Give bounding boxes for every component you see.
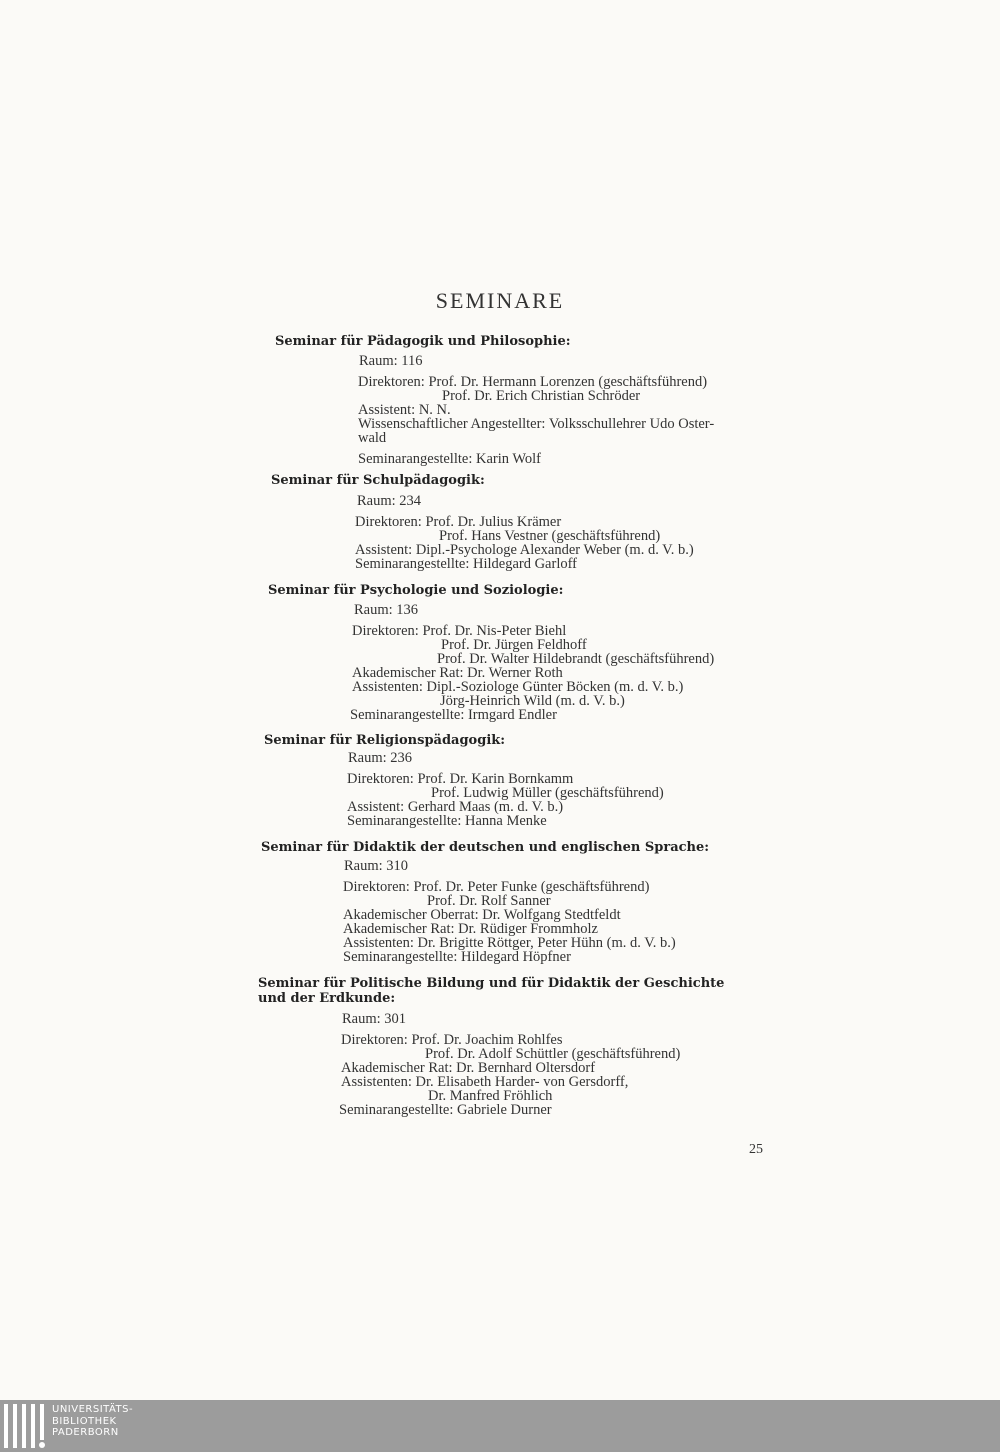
staff-continuation: wald bbox=[358, 430, 387, 446]
seminar-heading: Seminar für Religionspädagogik: bbox=[264, 733, 506, 748]
logo-line: UNIVERSITÄTS- bbox=[52, 1404, 134, 1415]
secretary-line: Seminarangestellte: Hildegard Garloff bbox=[355, 556, 577, 572]
room-line: Raum: 310 bbox=[344, 858, 409, 874]
secretary-line: Seminarangestellte: Hanna Menke bbox=[347, 813, 547, 829]
seminar-heading: Seminar für Didaktik der deutschen und englischen Sprache: bbox=[261, 840, 710, 855]
council-line: Akademischer Rat: Dr. Bernhard Oltersdorf bbox=[341, 1060, 596, 1076]
room-line: Raum: 116 bbox=[359, 353, 423, 369]
assistants-continuation: Dr. Manfred Fröhlich bbox=[428, 1088, 553, 1104]
assistant-line: Assistent: Dipl.-Psychologe Alexander Weber (m. d. V. b.) bbox=[355, 542, 694, 558]
assistants-line: Assistenten: Dr. Brigitte Röttger, Peter Hühn (m. d. V. b.) bbox=[343, 935, 676, 951]
seminar-heading: Seminar für Politische Bildung und für Didaktik der Geschichte und der Erdkunde: bbox=[258, 976, 725, 1006]
directors-continuation: Prof. Dr. Walter Hildebrandt (geschäftsführend) bbox=[437, 651, 715, 667]
secretary-line: Seminarangestellte: Karin Wolf bbox=[358, 451, 541, 467]
directors-line: Direktoren: Prof. Dr. Nis-Peter Biehl bbox=[352, 623, 567, 639]
room-line: Raum: 136 bbox=[354, 602, 419, 618]
secretary-line: Seminarangestellte: Gabriele Durner bbox=[339, 1102, 552, 1118]
secretary-line: Seminarangestellte: Irmgard Endler bbox=[350, 707, 557, 723]
directors-line: Direktoren: Prof. Dr. Karin Bornkamm bbox=[347, 771, 574, 787]
directors-line: Direktoren: Prof. Dr. Julius Krämer bbox=[355, 514, 562, 530]
council-line: Akademischer Rat: Dr. Werner Roth bbox=[352, 665, 563, 681]
seminar-entry bbox=[0, 583, 1000, 722]
library-logo-text bbox=[52, 1404, 133, 1439]
seminar-entry bbox=[0, 334, 1000, 466]
room-line: Raum: 236 bbox=[348, 750, 413, 766]
assistants-continuation: Jörg-Heinrich Wild (m. d. V. b.) bbox=[440, 693, 625, 709]
directors-continuation: Prof. Hans Vestner (geschäftsführend) bbox=[439, 528, 661, 544]
directors-continuation: Prof. Ludwig Müller (geschäftsführend) bbox=[431, 785, 664, 801]
room-line: Raum: 301 bbox=[342, 1011, 407, 1027]
assistants-line: Assistenten: Dr. Elisabeth Harder- von Gersdorff, bbox=[341, 1074, 629, 1090]
seminar-entry bbox=[0, 473, 1000, 571]
seminar-heading: Seminar für Schulpädagogik: bbox=[271, 473, 485, 488]
staff-line: Wissenschaftlicher Angestellter: Volksschullehrer Udo Oster- bbox=[358, 416, 715, 432]
room-line: Raum: 234 bbox=[357, 493, 422, 509]
directors-continuation: Prof. Dr. Rolf Sanner bbox=[427, 893, 551, 909]
logo-line: BIBLIOTHEK bbox=[52, 1415, 117, 1427]
seminar-entry bbox=[0, 840, 1000, 964]
seminar-entry bbox=[0, 733, 1000, 828]
council-line: Akademischer Rat: Dr. Rüdiger Frommholz bbox=[343, 921, 598, 937]
directors-line: Direktoren: Prof. Dr. Peter Funke (geschäftsführend) bbox=[343, 879, 650, 895]
directors-continuation: Prof. Dr. Erich Christian Schröder bbox=[442, 388, 641, 404]
seminar-heading: Seminar für Pädagogik und Philosophie: bbox=[275, 334, 571, 349]
page-title: SEMINARE bbox=[435, 288, 565, 313]
directors-line: Direktoren: Prof. Dr. Hermann Lorenzen (geschäftsführend) bbox=[358, 374, 708, 390]
logo-line: PADERBORN bbox=[52, 1427, 119, 1438]
secretary-line: Seminarangestellte: Hildegard Höpfner bbox=[343, 949, 571, 965]
directors-continuation: Prof. Dr. Jürgen Feldhoff bbox=[441, 637, 587, 653]
page-number: 25 bbox=[749, 1142, 763, 1157]
seminar-heading: Seminar für Psychologie und Soziologie: bbox=[268, 583, 564, 598]
library-footer-bar bbox=[0, 1400, 1000, 1452]
assistants-line: Assistenten: Dipl.-Soziologe Günter Böcken (m. d. V. b.) bbox=[352, 679, 684, 695]
directors-continuation: Prof. Dr. Adolf Schüttler (geschäftsführend) bbox=[425, 1046, 681, 1062]
directors-line: Direktoren: Prof. Dr. Joachim Rohlfes bbox=[341, 1032, 563, 1048]
assistant-line: Assistent: Gerhard Maas (m. d. V. b.) bbox=[347, 799, 564, 815]
seminar-entry bbox=[0, 976, 1000, 1117]
senior-council-line: Akademischer Oberrat: Dr. Wolfgang Stedtfeldt bbox=[343, 907, 621, 923]
assistant-line: Assistent: N. N. bbox=[358, 402, 451, 418]
